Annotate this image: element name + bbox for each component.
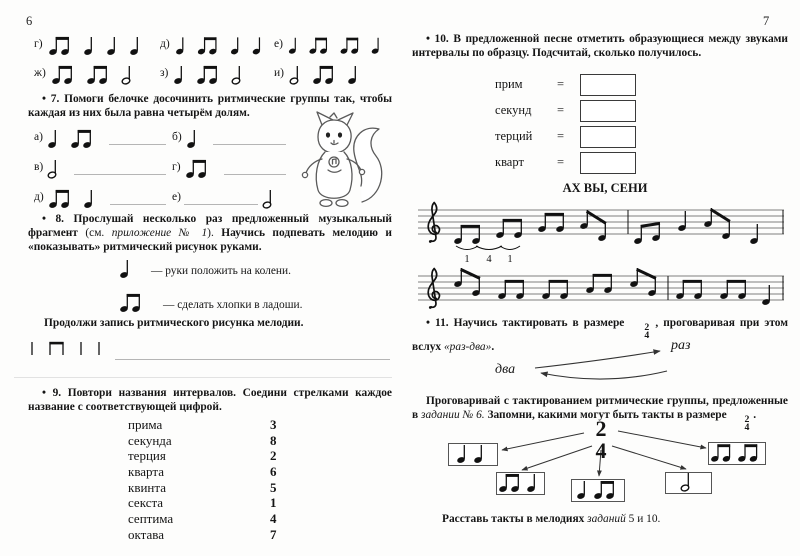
rhythm-notes — [184, 154, 221, 180]
interval-name: септима — [128, 511, 174, 527]
equals-sign: = — [557, 129, 565, 143]
task7-item — [34, 120, 172, 150]
task7-fill-in-items — [34, 120, 292, 210]
interval-matching-list — [128, 417, 277, 543]
rhythm-group-label: е) — [274, 38, 283, 50]
interval-row — [128, 495, 277, 511]
interval-number: 2 — [270, 448, 277, 464]
interval-name: кварта — [128, 464, 164, 480]
interval-mark-label: 4 — [486, 254, 492, 265]
answer-box[interactable] — [580, 100, 636, 122]
task8-legend — [118, 252, 302, 314]
rhythm-notes — [497, 474, 544, 494]
legend-text: — сделать хлопки в ладоши. — [163, 299, 303, 311]
time-signature-numerator: 2 — [595, 416, 607, 441]
rhythm-notes — [679, 473, 698, 493]
rhythm-group-item — [274, 28, 392, 57]
song-title: АХ ВЫ, СЕНИ — [562, 181, 648, 195]
interval-row — [128, 464, 277, 480]
write-on-line[interactable] — [213, 144, 286, 145]
task7-item-label: в) — [34, 161, 44, 173]
task7-item — [34, 150, 172, 180]
time-signature-denominator: 4 — [595, 438, 607, 463]
squirrel-illustration — [292, 110, 392, 216]
task7-item-label: е) — [172, 191, 181, 203]
meter-bars-diagram — [420, 414, 790, 512]
answer-box[interactable] — [580, 126, 636, 148]
task7-item-label: б) — [172, 131, 182, 143]
interval-number: 6 — [270, 464, 277, 480]
interval-number: 7 — [270, 526, 277, 542]
rhythm-notes — [185, 124, 210, 150]
write-on-line[interactable] — [224, 174, 286, 175]
interval-row — [128, 417, 277, 433]
task7-item-label: г) — [172, 161, 181, 173]
rhythm-notes — [47, 184, 107, 210]
task11-text: • 11. Научись тактировать в размере 2 4 , проговаривая при этом вслух «раз-два». — [412, 317, 791, 353]
write-on-line[interactable] — [74, 174, 166, 175]
task7-item — [34, 180, 172, 210]
inline-time-signature: 2 4 — [744, 414, 750, 433]
task7-item — [172, 150, 292, 180]
musical-score — [418, 198, 788, 314]
task7-item — [172, 120, 292, 150]
up-beat-arrow — [535, 351, 660, 368]
rhythm-notes — [455, 445, 491, 465]
rhythm-group-item — [34, 28, 160, 57]
interval-name: терция — [128, 448, 166, 464]
interval-number: 8 — [270, 432, 277, 448]
legend-row — [118, 252, 302, 280]
rhythm-notes — [28, 338, 115, 360]
rhythm-group-label: д) — [160, 38, 170, 50]
conducting-diagram — [455, 340, 745, 394]
answer-box[interactable] — [580, 152, 636, 174]
rhythm-group-label: г) — [34, 38, 43, 50]
rhythm-group-label: и) — [274, 67, 284, 79]
interval-mark-label: 1 — [464, 254, 470, 265]
equals-sign: = — [557, 155, 565, 169]
rhythm-notes — [46, 124, 106, 150]
interval-number: 5 — [270, 479, 277, 495]
answer-box[interactable] — [580, 74, 636, 96]
separator-line — [14, 377, 392, 378]
beat-label-one: раз — [671, 338, 691, 353]
bar-option-box — [496, 472, 545, 495]
rhythm-notes — [118, 252, 143, 280]
bar-option-box — [448, 443, 498, 466]
write-on-line[interactable] — [109, 144, 166, 145]
interval-row — [128, 433, 277, 449]
rhythm-continuation-line — [28, 338, 390, 365]
beat-label-two: два — [495, 362, 516, 377]
interval-number: 1 — [270, 495, 277, 511]
page-7 — [400, 0, 800, 556]
task9-text: • 9. Повтори названия интервалов. Соедини стрелками каждое название с соответствующей цифрой. — [28, 387, 395, 414]
rhythm-notes — [287, 31, 392, 57]
page-number-left: 6 — [26, 14, 33, 28]
legend-row — [118, 286, 302, 314]
task7-item-label: д) — [34, 191, 44, 203]
write-on-line[interactable] — [184, 204, 258, 205]
legend-text: — руки положить на колени. — [151, 265, 291, 277]
continue-heading: Продолжи запись ритмического рисунка мелодии. — [44, 317, 304, 329]
interval-name: октава — [128, 526, 164, 542]
rhythm-notes — [118, 286, 155, 314]
rhythm-notes — [46, 154, 71, 180]
interval-row — [128, 480, 277, 496]
rhythm-notes — [575, 481, 622, 501]
interval-name: прима — [128, 417, 163, 432]
interval-name: секунда — [128, 432, 172, 448]
interval-name: квинта — [128, 479, 166, 495]
task8-text: • 8. Прослушай несколько раз предложенный музыкальный фрагмент (см. приложение № 1). Научись подпевать мелодию и «показывать» ритмический рисунок руками. — [28, 213, 395, 254]
rhythm-notes — [174, 31, 274, 57]
interval-row — [128, 511, 277, 527]
count-name: секунд — [495, 103, 532, 117]
bar-option-box — [571, 479, 625, 502]
task7-text: • 7. Помоги белочке досочинить ритмические группы так, чтобы каждая из них была равна четырём долям. — [28, 93, 395, 120]
equals-sign: = — [557, 103, 565, 117]
rhythm-group-item — [160, 28, 274, 57]
rhythm-notes — [172, 60, 255, 86]
bar-option-box — [665, 472, 712, 494]
rhythm-group-label: ж) — [34, 67, 46, 79]
interval-name: секста — [128, 495, 164, 511]
footer-task-text: Расставь такты в мелодиях заданий 5 и 10. — [442, 513, 661, 525]
rhythm-notes — [47, 31, 153, 57]
interval-number: 4 — [270, 511, 277, 527]
rhythm-notes — [50, 60, 145, 86]
interval-row — [128, 527, 277, 543]
rhythm-notes — [709, 444, 765, 464]
time-signature-2-4 — [588, 418, 614, 462]
count-name: кварт — [495, 155, 524, 169]
count-name: прим — [495, 77, 523, 91]
inline-time-signature: 2 4 — [644, 322, 650, 341]
count-name: терций — [495, 129, 533, 143]
write-on-line[interactable] — [115, 359, 390, 360]
task11b-text: Проговаривай с тактированием ритмические группы, предложенные в задании № 6. Запомни, какими могут быть такты в размере 2 4 . — [412, 395, 791, 433]
task7-item — [172, 180, 292, 210]
down-beat-arrow — [541, 371, 667, 379]
page-number-right: 7 — [763, 14, 770, 28]
task7-item-label: а) — [34, 131, 43, 143]
equals-sign: = — [557, 77, 565, 91]
rhythm-group-item — [34, 57, 160, 86]
rhythm-groups-grid — [34, 28, 392, 86]
bar-option-box — [708, 442, 766, 465]
write-on-line[interactable] — [110, 204, 166, 205]
interval-row — [128, 448, 277, 464]
rhythm-notes — [288, 60, 371, 86]
rhythm-group-label: з) — [160, 67, 169, 79]
rhythm-group-item — [274, 57, 392, 86]
rhythm-notes — [261, 184, 286, 210]
rhythm-group-item — [160, 57, 274, 86]
task10-text: • 10. В предложенной песне отметить образующиеся между звуками интервалы по образцу. Подсчитай, сколько получилось. — [412, 33, 791, 60]
interval-number: 3 — [270, 417, 277, 432]
stick-rhythm-notation — [28, 338, 115, 365]
interval-mark-label: 1 — [507, 254, 513, 265]
